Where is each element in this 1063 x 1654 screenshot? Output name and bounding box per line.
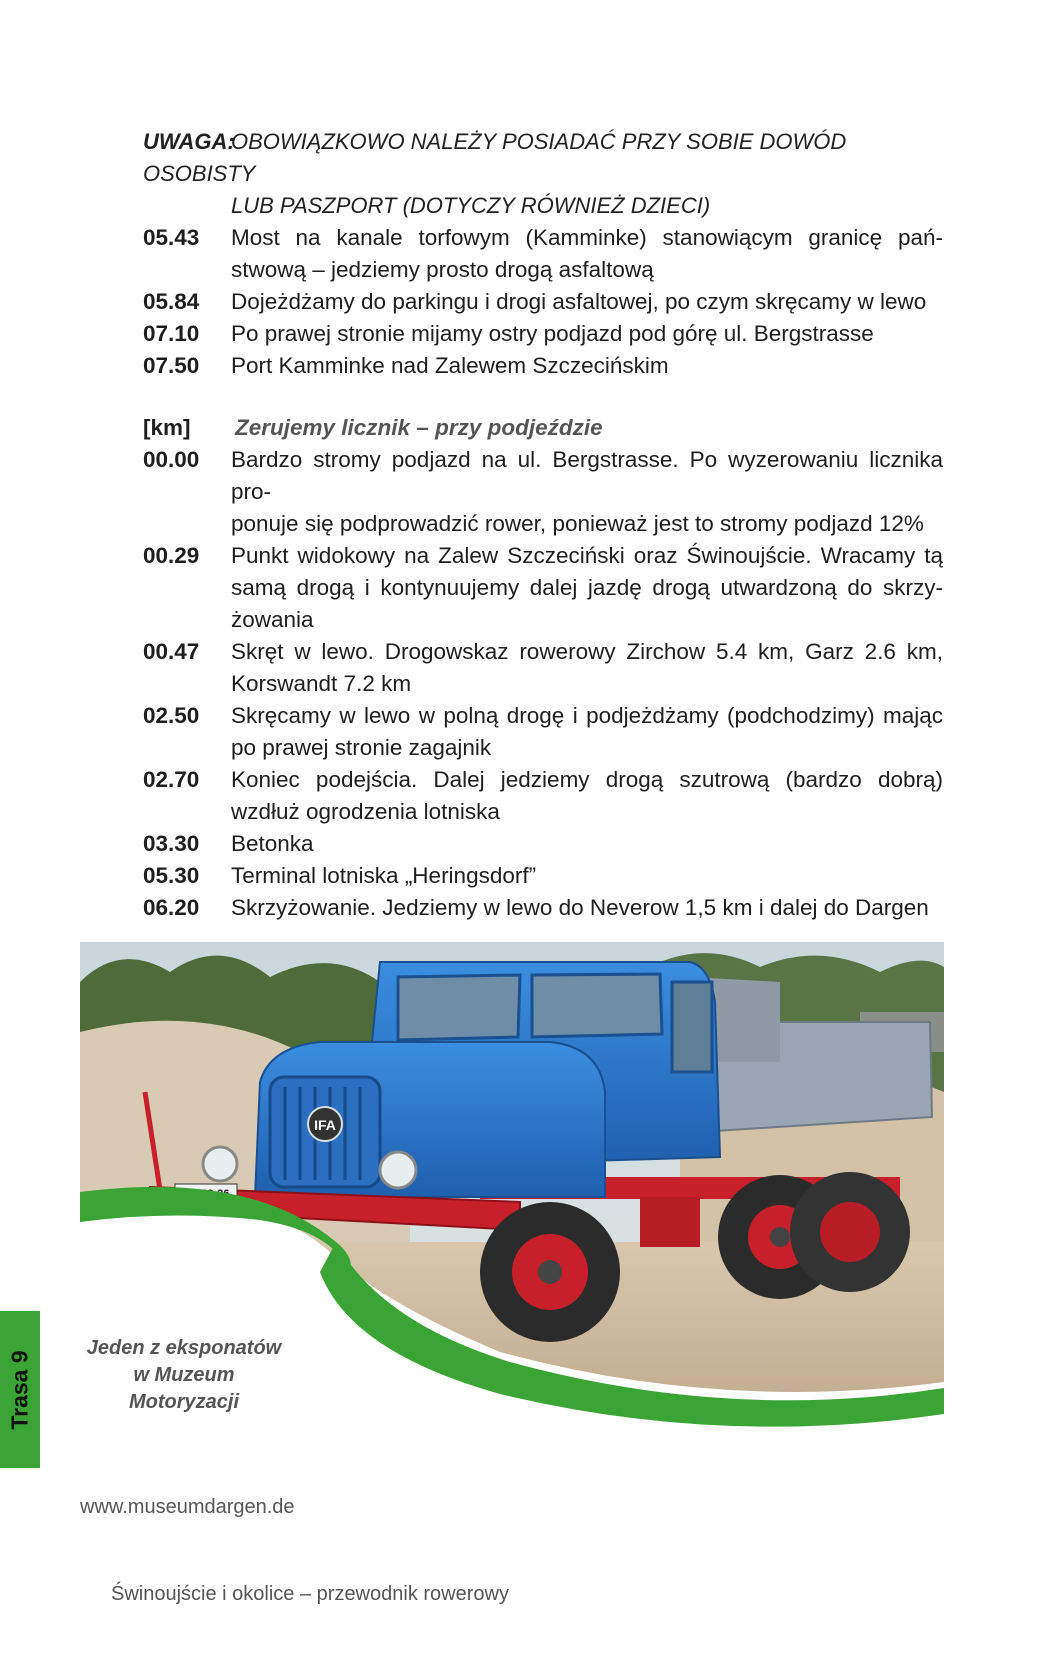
entry-km (143, 508, 231, 540)
entry-km (143, 668, 231, 700)
entry-km (143, 604, 231, 636)
route-entry (143, 860, 943, 892)
route-tab-label: Trasa 9 (6, 1349, 33, 1430)
entry-text: Bardzo stromy podjazd na ul. Bergstrasse. Po wyzerowaniu licznika pro- (231, 447, 943, 504)
route-entry (143, 700, 943, 732)
entry-text: Punkt widokowy na Zalew Szczeciński oraz Świnoujście. Wracamy tą (231, 543, 943, 568)
entry-text: po prawej stronie zagajnik (231, 735, 492, 760)
entry-text: Skręt w lewo. Drogowskaz rowerowy Zirchow 5.4 km, Garz 2.6 km, (231, 639, 943, 664)
entry-text: żowania (231, 607, 314, 632)
entry-text: Skrzyżowanie. Jedziemy w lewo do Neverow 1,5 km i dalej do Dargen (231, 895, 929, 920)
route-entry (143, 222, 943, 254)
entry-text: Betonka (231, 831, 314, 856)
entry-km: 06.20 (143, 895, 200, 920)
entry-km (143, 254, 231, 286)
entry-text: Port Kamminke nad Zalewem Szczecińskim (231, 353, 669, 378)
route-entry (143, 540, 943, 572)
entry-text: wzdłuż ogrodzenia lotniska (231, 799, 500, 824)
entry-text: Terminal lotniska „Heringsdorf” (231, 863, 537, 888)
route-entry (143, 318, 943, 350)
warning-label: UWAGA: (143, 129, 235, 154)
route-entry (143, 732, 943, 764)
route-entry (143, 508, 943, 540)
entry-km: 03.30 (143, 831, 200, 856)
route-entries-part-1 (143, 222, 943, 382)
section-heading: Zerujemy licznik – przy podjeździe (235, 415, 603, 440)
route-entry (143, 350, 943, 382)
entry-km (143, 796, 231, 828)
entry-km: 00.29 (143, 543, 200, 568)
website-url: www.museumdargen.de (80, 1496, 295, 1518)
route-entry (143, 668, 943, 700)
entry-km: 05.43 (143, 225, 200, 250)
entry-km: 07.50 (143, 353, 200, 378)
route-entry (143, 892, 943, 924)
route-entry (143, 444, 943, 508)
entry-text: Dojeżdżamy do parkingu i drogi asfaltowej, po czym skręcamy w lewo (231, 289, 927, 314)
entry-km (143, 572, 231, 604)
route-entry (143, 286, 943, 318)
entry-text: Skręcamy w lewo w polną drogę i podjeżdżamy (podchodzimy) mając (231, 703, 943, 728)
route-entry (143, 828, 943, 860)
entry-text: Korswandt 7.2 km (231, 671, 412, 696)
warning-line-1: OBOWIĄZKOWO NALEŻY POSIADAĆ PRZY SOBIE DOWÓD OSOBISTY (143, 129, 847, 186)
entry-km: 02.50 (143, 703, 200, 728)
entry-km: 00.47 (143, 639, 200, 664)
route-entry (143, 254, 943, 286)
entry-km (143, 732, 231, 764)
entry-km: 07.10 (143, 321, 200, 346)
route-tab (0, 1311, 40, 1468)
route-entries-part-2 (143, 412, 943, 924)
route-entry (143, 604, 943, 636)
entry-text: stwową – jedziemy prosto drogą asfaltową (231, 257, 654, 282)
page-footer: Świnoujście i okolice – przewodnik rowerowy (111, 1583, 509, 1605)
photo-caption (76, 1335, 292, 1416)
entry-text: ponuje się podprowadzić rower, ponieważ jest to stromy podjazd 12% (231, 511, 924, 536)
warning-note (143, 126, 943, 222)
entry-km: 00.00 (143, 447, 200, 472)
entry-text: samą drogą i kontynuujemy dalej jazdę drogą utwardzoną do skrzy- (231, 575, 943, 600)
warning-line-2: LUB PASZPORT (DOTYCZY RÓWNIEŻ DZIECI) (231, 193, 711, 218)
section-heading-row (143, 412, 943, 444)
entry-km: 05.30 (143, 863, 200, 888)
entry-text: Most na kanale torfowym (Kamminke) stanowiącym granicę pań- (231, 225, 943, 250)
entry-km: 02.70 (143, 767, 200, 792)
route-entry (143, 572, 943, 604)
route-entry (143, 636, 943, 668)
caption-line: w Muzeum (133, 1364, 235, 1386)
route-entry (143, 764, 943, 796)
caption-line: Motoryzacji (128, 1391, 240, 1413)
route-entry (143, 796, 943, 828)
caption-line: Jeden z eksponatów (86, 1337, 282, 1359)
unit-label: [km] (143, 415, 191, 440)
entry-text: Po prawej stronie mijamy ostry podjazd pod górę ul. Bergstrasse (231, 321, 874, 346)
truck-badge: IFA (314, 1117, 336, 1133)
entry-text: Koniec podejścia. Dalej jedziemy drogą szutrową (bardzo dobrą) (231, 767, 943, 792)
entry-km: 05.84 (143, 289, 200, 314)
